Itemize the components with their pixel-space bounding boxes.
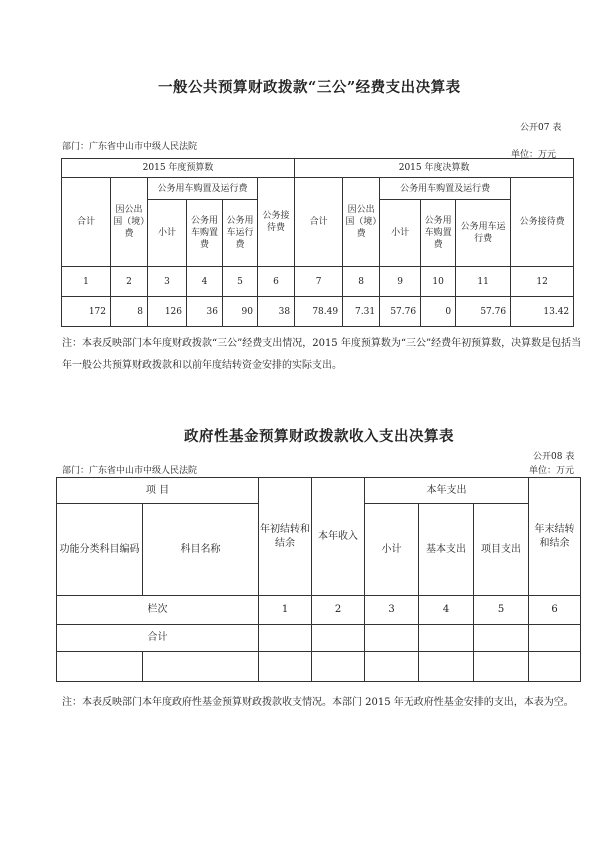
col-number: 1: [62, 267, 111, 297]
col-number: 2: [312, 596, 365, 625]
row-order-label: 栏次: [57, 596, 259, 625]
budget-abroad-value: 8: [111, 297, 148, 327]
final-group-header: 2015 年度决算数: [295, 159, 574, 178]
table1-note: 注：本表反映部门本年度财政拨款“三公”经费支出情况，2015 年度预算数为“三公”经费年初预算数，决算数是包括当年一般公共预算财政拨款和以前年度结转资金安排的实际支出。: [62, 338, 582, 371]
budget-abroad-header: 因公出国（境）费: [111, 178, 148, 267]
final-operation-value: 57.76: [456, 297, 511, 327]
empty-cell: [365, 625, 419, 652]
col-number: 6: [258, 267, 295, 297]
empty-cell: [143, 652, 259, 682]
budget-total-value: 172: [62, 297, 111, 327]
col-number: 4: [419, 596, 474, 625]
empty-cell: [419, 625, 474, 652]
final-purchase-value: 0: [421, 297, 456, 327]
value-row: [62, 297, 574, 327]
col-number: 2: [111, 267, 148, 297]
final-reception-header: 公务接待费: [511, 178, 574, 267]
empty-cell: [474, 652, 529, 682]
col-number: 1: [259, 596, 312, 625]
final-reception-value: 13.42: [511, 297, 574, 327]
empty-cell: [312, 625, 365, 652]
expense-group-header: 本年支出: [365, 478, 529, 504]
col-number: 7: [295, 267, 343, 297]
empty-cell: [529, 652, 581, 682]
col-number: 3: [365, 596, 419, 625]
col-number: 5: [223, 267, 258, 297]
col-number: 8: [343, 267, 380, 297]
table2-note: 注：本表反映部门本年度政府性基金预算财政拨款收支情况。本部门 2015 年无政府性基金安排的支出，本表为空。: [62, 697, 574, 708]
budget-operation-header: 公务用车运行费: [223, 200, 258, 267]
col-number: 12: [511, 267, 574, 297]
budget-reception-value: 38: [258, 297, 295, 327]
item-group-header: 项 目: [57, 478, 259, 504]
col-number: 9: [380, 267, 421, 297]
budget-operation-value: 90: [223, 297, 258, 327]
table1-code: 公开07 表: [520, 123, 562, 133]
final-abroad-value: 7.31: [343, 297, 380, 327]
budget-purchase-value: 36: [187, 297, 223, 327]
final-operation-header: 公务用车运行费: [456, 200, 511, 267]
col-number: 11: [456, 267, 511, 297]
column-number-row: [62, 267, 574, 297]
final-subtotal-value: 57.76: [380, 297, 421, 327]
empty-cell: [259, 625, 312, 652]
col-number: 4: [187, 267, 223, 297]
empty-cell: [365, 652, 419, 682]
budget-subtotal-value: 126: [148, 297, 187, 327]
begin-balance-header: 年初结转和结余: [259, 478, 312, 596]
table1-title: 一般公共预算财政拨款“三公”经费支出决算表: [158, 79, 461, 96]
budget-car-group-header: 公务用车购置及运行费: [148, 178, 258, 200]
row-total-label: 合计: [57, 625, 259, 652]
final-total-header: 合计: [295, 178, 343, 267]
expense-subtotal-header: 小计: [365, 504, 419, 596]
table2-dept: 部门：广东省中山市中级人民法院: [62, 466, 198, 476]
total-row: [57, 625, 581, 652]
col-number: 3: [148, 267, 187, 297]
empty-cell: [259, 652, 312, 682]
project-expense-header: 项目支出: [474, 504, 529, 596]
table1-unit: 单位：万元: [511, 150, 557, 160]
table1-dept: 部门：广东省中山市中级人民法院: [62, 142, 198, 152]
table2-code: 公开08 表: [533, 452, 575, 462]
gov-fund-table: [56, 477, 581, 682]
income-header: 本年收入: [312, 478, 365, 596]
final-total-value: 78.49: [295, 297, 343, 327]
empty-cell: [57, 652, 143, 682]
empty-row: [57, 652, 581, 682]
budget-purchase-header: 公务用车购置费: [187, 200, 223, 267]
table2-unit: 单位：万元: [529, 466, 575, 476]
col-number: 10: [421, 267, 456, 297]
subject-name-header: 科目名称: [143, 504, 259, 596]
three-public-expense-table: [61, 158, 574, 327]
empty-cell: [529, 625, 581, 652]
empty-cell: [474, 625, 529, 652]
end-balance-header: 年末结转和结余: [529, 478, 581, 596]
basic-expense-header: 基本支出: [419, 504, 474, 596]
budget-subtotal-header: 小计: [148, 200, 187, 267]
budget-total-header: 合计: [62, 178, 111, 267]
column-order-row: [57, 596, 581, 625]
final-purchase-header: 公务用车购置费: [421, 200, 456, 267]
final-subtotal-header: 小计: [380, 200, 421, 267]
budget-group-header: 2015 年度预算数: [62, 159, 295, 178]
final-abroad-header: 因公出国（境）费: [343, 178, 380, 267]
col-number: 6: [529, 596, 581, 625]
col-number: 5: [474, 596, 529, 625]
function-code-header: 功能分类科目编码: [57, 504, 143, 596]
final-car-group-header: 公务用车购置及运行费: [380, 178, 511, 200]
empty-cell: [419, 652, 474, 682]
table2-title: 政府性基金预算财政拨款收入支出决算表: [184, 428, 454, 445]
budget-reception-header: 公务接待费: [258, 178, 295, 267]
empty-cell: [312, 652, 365, 682]
